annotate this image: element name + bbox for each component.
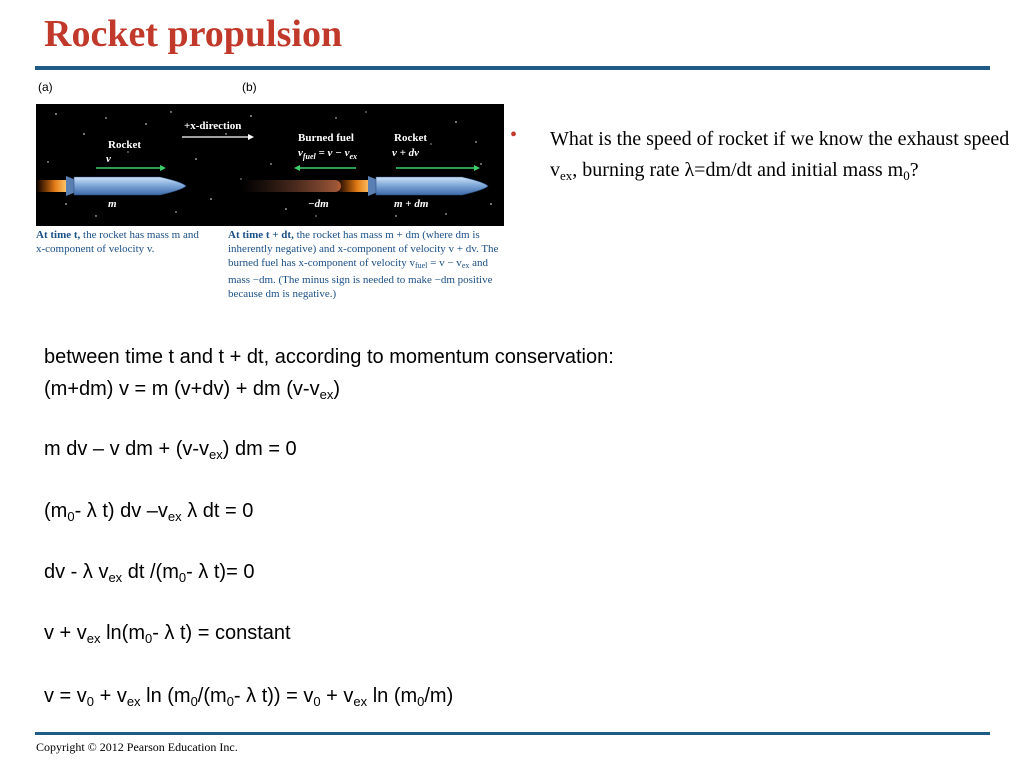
fuel-velocity-arrowhead: [294, 165, 300, 171]
rocket-b-mass: m + dm: [394, 198, 429, 210]
equation-lambda: ($m_0-$ λ t) dv $-v_{ex}$ λ dt = 0: [44, 500, 254, 524]
caption-b-text: the rocket has mass m + dm (where dm is inherently negative) and x-component of velocity v + dv. The burned fuel has x-component of velocity v: [228, 229, 499, 269]
panel-a-label: (a): [38, 80, 53, 94]
caption-a: [36, 228, 204, 256]
caption-b: [228, 228, 508, 301]
equation-momentum: (m+dm) v = m (v+dv) + dm $(v-v_{ex})$: [44, 378, 340, 402]
velocity-arrowhead-b: [474, 165, 480, 171]
caption-b-sub-2: ex: [461, 261, 470, 270]
rocket-a-mass: m: [108, 198, 117, 210]
direction-label: +x-direction: [184, 120, 242, 132]
caption-a-text: the rocket has mass m and x-component of velocity v.: [36, 229, 199, 255]
rocket-b-velocity: v + dv: [392, 147, 420, 159]
fuel-velocity: $v_{fuel} = v - v_{ex}$: [298, 147, 358, 161]
equation-differential: dv - λ $v_{ex}$ dt $/(m_0-$ λ t)= 0: [44, 561, 255, 585]
exhaust-flame-a: [36, 180, 68, 192]
rocket-body-b: [376, 177, 488, 195]
equation-integrated: $v + v_{ex}$ $\ln(m_0-$ λ t) = constant: [44, 622, 291, 646]
bullet-marker: •: [510, 124, 518, 146]
direction-arrowhead: [248, 134, 254, 140]
velocity-arrowhead-a: [160, 165, 166, 171]
derivation-intro: between time t and t + dt, according to momentum conservation:: [44, 346, 614, 368]
page-title: Rocket propulsion: [44, 13, 343, 55]
rocket-a-velocity: v: [106, 153, 111, 165]
footer-divider: [35, 732, 990, 735]
equation-result: $v = v_0 + v_{ex}$ $\ln (m_0/(m_0-$ λ $t)) = v_0 + v_{ex}$ $\ln (m_0/m)$: [44, 685, 454, 709]
caption-b-bold: At time t + dt,: [228, 229, 294, 241]
panel-b-label: (b): [242, 80, 257, 94]
burned-fuel-label: Burned fuel: [298, 132, 354, 144]
exhaust-flame-b: [336, 180, 372, 192]
caption-b-sub: fuel: [414, 261, 428, 270]
rocket-diagram: [36, 104, 504, 226]
fuel-mass: −dm: [308, 198, 329, 210]
caption-b-text-2: = v − v: [427, 257, 462, 269]
rocket-body-a: [74, 177, 186, 195]
title-divider: [35, 66, 990, 70]
question-text: What is the speed of rocket if we know the exhaust speed $v_{ex}$, burning rate λ=dm/dt and initial mass $m_0$?: [550, 128, 1010, 183]
caption-b-text-3: and mass −dm. (The minus sign is needed to make −dm positive because dm is negative.): [228, 257, 493, 300]
burned-fuel-cloud: [241, 180, 341, 192]
rocket-b-label: Rocket: [394, 132, 427, 144]
rocket-figure: [36, 104, 504, 226]
copyright-footer: Copyright © 2012 Pearson Education Inc.: [36, 740, 238, 754]
equation-expanded: m dv – v dm + $(v-v_{ex})$ dm = 0: [44, 438, 297, 462]
caption-a-bold: At time t,: [36, 229, 81, 241]
rocket-a-label: Rocket: [108, 139, 141, 151]
